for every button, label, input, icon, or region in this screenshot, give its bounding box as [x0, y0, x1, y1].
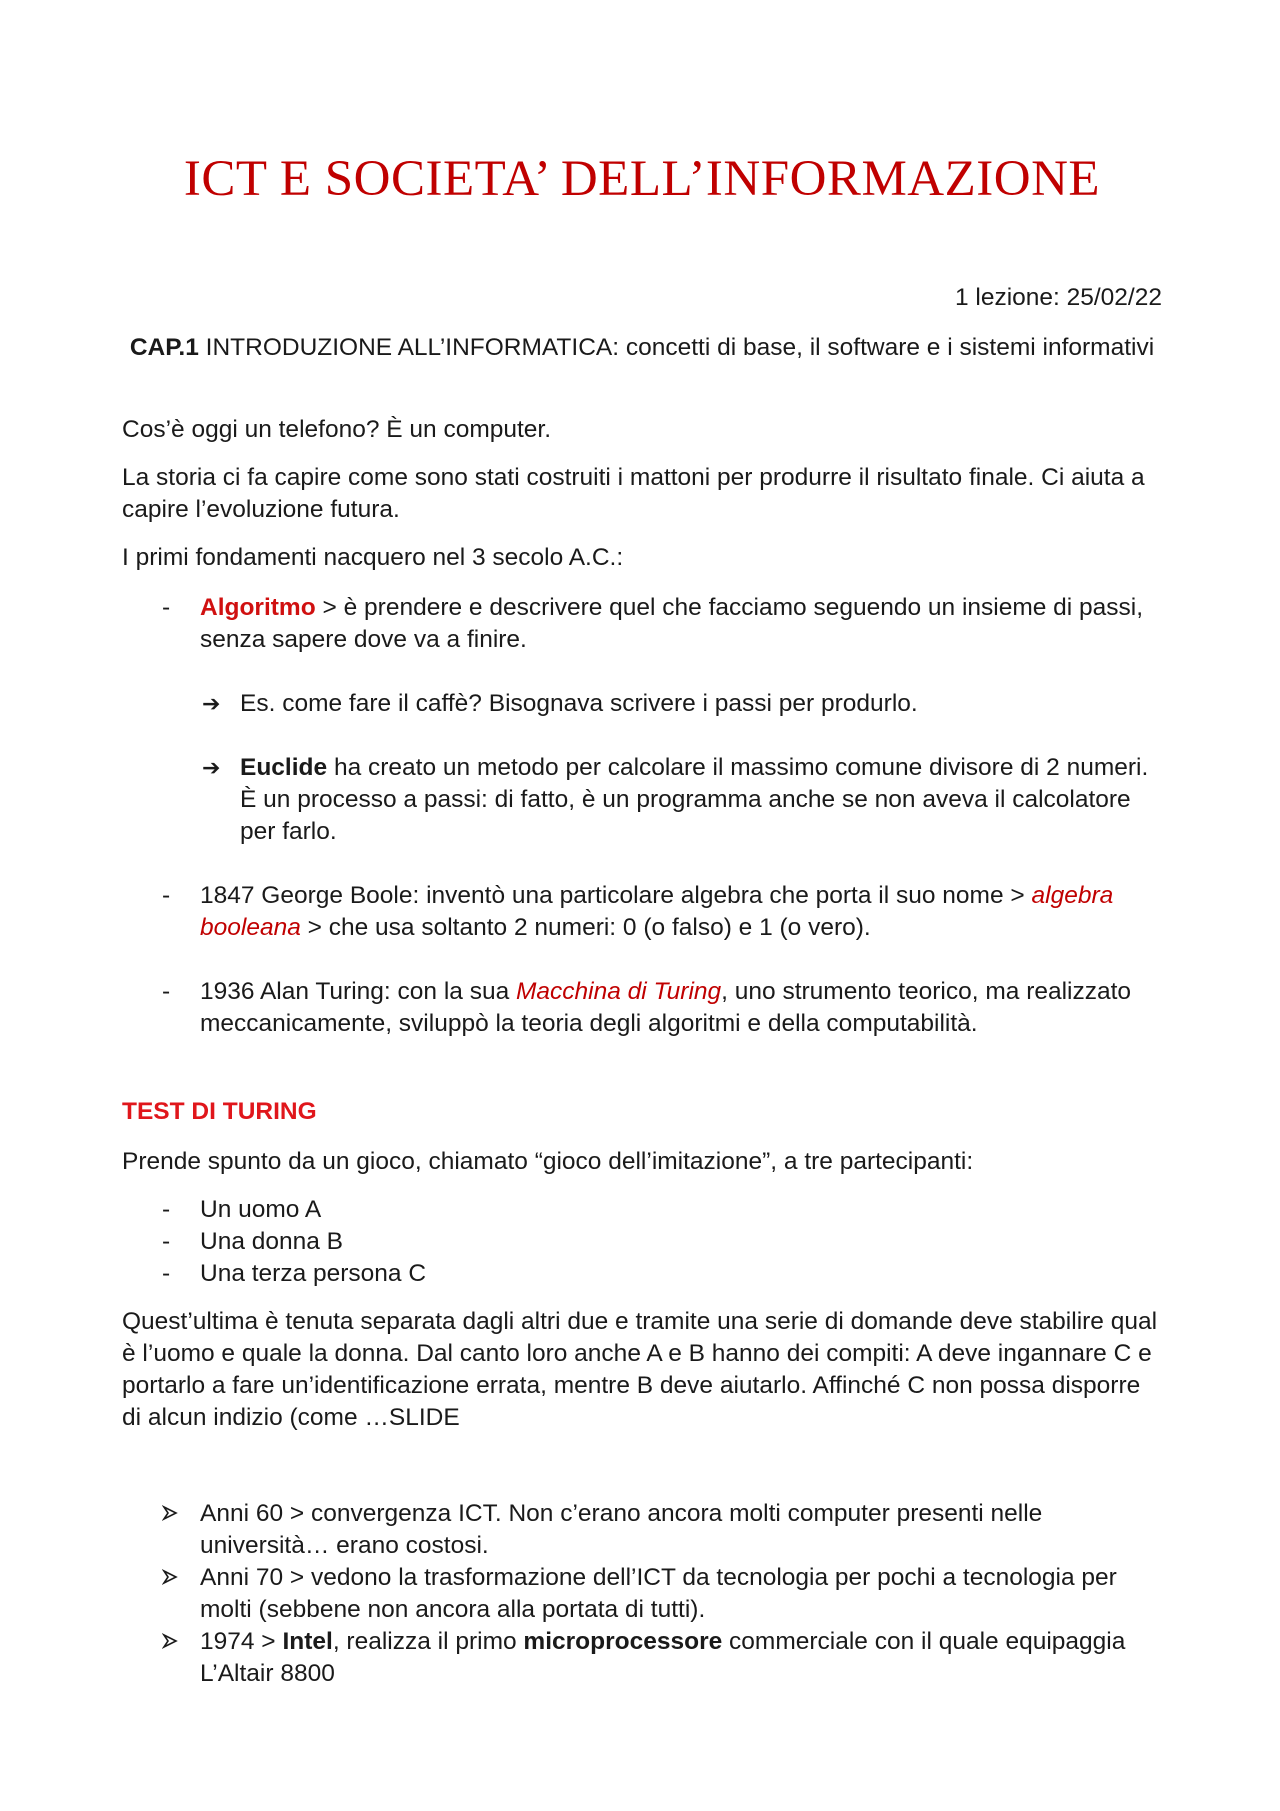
- term-algebra-booleana: algebra booleana: [200, 882, 1114, 941]
- boole-post: > che usa soltanto 2 numeri: 0 (o falso) e 1 (o vero).: [300, 914, 871, 941]
- dash-bullet: -: [162, 1260, 171, 1287]
- arrow-right-icon: ➔: [202, 755, 221, 780]
- dash-bullet: -: [162, 882, 171, 909]
- timeline-1974-e: commerciale con il quale equipaggia L’Altair 8800: [200, 1628, 1126, 1687]
- timeline-anni-70: Anni 70 > vedono la trasformazione dell’ICT da tecnologia per pochi a tecnologia per molti (sebbene non ancora alla portata di tutti).: [200, 1564, 1117, 1623]
- timeline-1974-a: 1974 >: [200, 1628, 283, 1655]
- paragraph-history: La storia ci fa capire come sono stati costruiti i mattoni per produrre il risultato finale. Ci aiuta a capire l’evoluzione futura.: [122, 464, 1145, 523]
- boole-pre: 1847 George Boole: inventò una particolare algebra che porta il suo nome >: [200, 882, 1032, 909]
- turing-post: , uno strumento teorico, ma realizzato meccanicamente, sviluppò la teoria degli algoritmi e della computabilità.: [200, 978, 1132, 1037]
- chapter-text: INTRODUZIONE ALL’INFORMATICA: concetti di base, il software e i sistemi informativi: [198, 334, 1155, 361]
- dash-bullet: -: [162, 1228, 171, 1255]
- term-intel: Intel: [282, 1628, 333, 1655]
- section-heading-test-turing: TEST DI TURING: [122, 1098, 317, 1125]
- chapter-label: CAP.1: [129, 334, 199, 361]
- timeline-1974-c: , realizza il primo: [332, 1628, 524, 1655]
- chevron-right-icon: [162, 1626, 178, 1658]
- timeline-anni-60: Anni 60 > convergenza ICT. Non c’erano ancora molti computer presenti nelle università… erano costosi.: [200, 1500, 1043, 1559]
- term-algoritmo: Algoritmo: [200, 594, 316, 621]
- algoritmo-text: > è prendere e descrivere quel che facciamo seguendo un insieme di passi, senza sapere dove va a finire.: [200, 594, 1144, 653]
- participant-c: Una terza persona C: [200, 1260, 427, 1287]
- paragraph-foundations: I primi fondamenti nacquero nel 3 secolo A.C.:: [122, 544, 624, 571]
- paragraph-test-body: Quest’ultima è tenuta separata dagli altri due e tramite una serie di domande deve stabilire qual è l’uomo e quale la donna. Dal canto loro anche A e B hanno dei compiti: A deve ingannare C e portarlo a fare un’identificazione errata, mentre B deve aiutarlo. Affinché C non possa disporre di alcun indizio (come …SLIDE: [122, 1308, 1158, 1431]
- turing-pre: 1936 Alan Turing: con la sua: [200, 978, 516, 1005]
- sub-item-caffe-text: Es. come fare il caffè? Bisognava scrivere i passi per produrlo.: [240, 690, 918, 717]
- lesson-date: 1 lezione: 25/02/22: [954, 284, 1162, 311]
- dash-bullet: -: [162, 594, 171, 621]
- document-title: ICT E SOCIETA’ DELL’INFORMAZIONE: [183, 151, 1101, 207]
- term-microprocessore: microprocessore: [523, 1628, 723, 1655]
- chevron-right-icon: [162, 1498, 178, 1530]
- euclide-text: ha creato un metodo per calcolare il massimo comune divisore di 2 numeri. È un processo a passi: di fatto, è un programma anche se non aveva il calcolatore per farlo.: [240, 754, 1149, 845]
- participant-b: Una donna B: [200, 1228, 344, 1255]
- arrow-right-icon: ➔: [202, 691, 221, 716]
- dash-bullet: -: [162, 978, 171, 1005]
- paragraph-test-intro: Prende spunto da un gioco, chiamato “gioco dell’imitazione”, a tre partecipanti:: [122, 1148, 974, 1175]
- participant-a: Un uomo A: [200, 1196, 322, 1223]
- chevron-right-icon: [162, 1562, 178, 1594]
- paragraph-phone: Cos’è oggi un telefono? È un computer.: [122, 416, 552, 443]
- term-euclide: Euclide: [240, 754, 328, 781]
- chapter-heading: [122, 332, 1162, 364]
- term-macchina-turing: Macchina di Turing: [516, 978, 722, 1005]
- dash-bullet: -: [162, 1196, 171, 1223]
